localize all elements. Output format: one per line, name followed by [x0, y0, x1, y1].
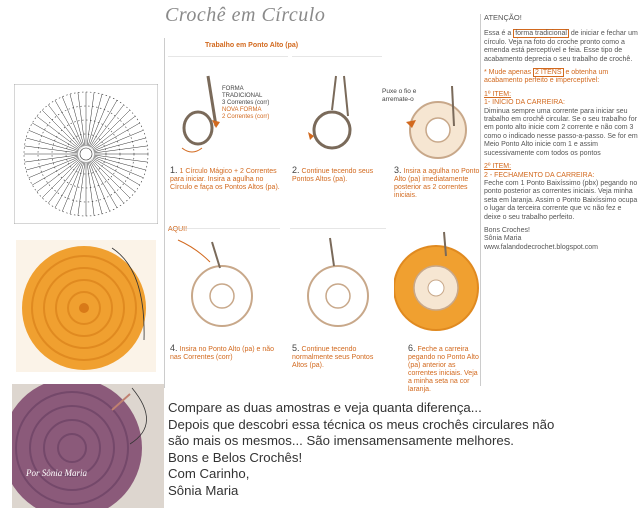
page-subtitle: Trabalho em Ponto Alto (pa) [205, 42, 299, 49]
photo-signature: Por Sônia Maria [26, 468, 88, 478]
orange-crochet-photo [16, 240, 156, 372]
step-4: 4. Insira no Ponto Alto (pa) e não nas Correntes (corr) [170, 343, 275, 361]
new-form-label: NOVA FORMA [222, 107, 262, 113]
notes-item2: 2º ITEM: 2 - FECHAMENTO DA CARREIRA: Feche com 1 Ponto Baixíssimo (pbx) pegando no ponto posterior as correntes iniciais. Veja minha seta em laranja. Assim o Ponto Baixíssimo ocupa o lugar da terceira corrente que vc não fez e deixe o seu trabalho perfeito. [484, 163, 638, 221]
step-2: 2. Continue tecendo seus Pontos Altos (pa). [292, 165, 374, 183]
message-line-6: Sônia Maria [168, 482, 239, 498]
notes-column [484, 14, 638, 252]
purple-crochet-photo [12, 384, 164, 508]
step-1: 1. 1 Círculo Mágico + 2 Correntes para iniciar. Insira a agulha no Círculo e faça os Pontos Altos (pa). [170, 165, 280, 191]
notes-p1: Essa é a forma tradicional de iniciar e fechar um círculo. Veja na foto do croche pronto como a emenda está perceptível e feia. Esse tipo de acabamento deprecia o seu trabalho de crochê. [484, 30, 638, 63]
step-3: 3. Insira a agulha no Ponto Alto (pa) imediatamente posterior as 2 correntes iniciais. [394, 165, 480, 199]
step6-illustration [394, 226, 480, 342]
page-title: Crochê em Círculo [165, 4, 326, 26]
message-line-3: são mais os mesmos... São imensamensamente melhores. [168, 433, 514, 448]
step2-illustration [292, 56, 382, 164]
notes-heading: ATENÇÃO! [484, 13, 522, 22]
traditional-label: FORMA TRADICIONAL [222, 86, 263, 99]
step-6: 6. Feche a carreira pegando no Ponto Alto (pa) anterior as correntes iniciais. Veja a minha seta na cor laranja. [408, 343, 479, 393]
step4-illustration [168, 228, 280, 340]
column-divider [164, 38, 165, 388]
new-form-detail: 2 Correntes (corr) [222, 114, 270, 120]
step-5: 5. Continue tecendo normalmente seus Pontos Altos (pa). [292, 343, 374, 369]
pull-label: Puxe o fio e arremate-o [382, 88, 417, 103]
column-divider-right [480, 14, 481, 386]
message-line-1: Compare as duas amostras e veja quanta diferença... [168, 400, 482, 415]
message-line-5: Com Carinho, [168, 466, 250, 481]
notes-item1: 1º ITEM: 1- INÍCIO DA CARREIRA: Diminua sempre uma corrente para iniciar seu trabalho em crochê circular. Se o seu trabalho for em ponto alto inicie com 2 corrente e não com 3 como o indicado nesse passo-a-passo. Se for em Meio Ponto Alto inicie com 1 e assim sucessivamente com todos os pontos [484, 90, 638, 157]
crochet-chart-diagram [14, 84, 158, 224]
step3-illustration [394, 56, 480, 164]
step5-illustration [290, 228, 386, 340]
blog-url[interactable]: www.falandodecrochet.blogspot.com [484, 243, 599, 251]
notes-closing: Bons Croches! Sônia Maria www.falandodecrochet.blogspot.com [484, 226, 599, 251]
traditional-detail: 3 Correntes (corr) [222, 100, 270, 106]
notes-p2: * Mude apenas 2 ITENS e obtenha um acabamento perfeito e imperceptível: [484, 69, 609, 85]
aqui-label: AQUI! [168, 226, 188, 233]
message-line-2: Depois que descobri essa técnica os meus crochês circulares não [168, 416, 555, 432]
traditional-form-highlight: forma tradicional [515, 30, 567, 38]
closing-message [168, 400, 638, 499]
two-items-highlight: 2 ITENS [535, 69, 562, 77]
message-line-4: Bons e Belos Crochês! [168, 449, 303, 465]
